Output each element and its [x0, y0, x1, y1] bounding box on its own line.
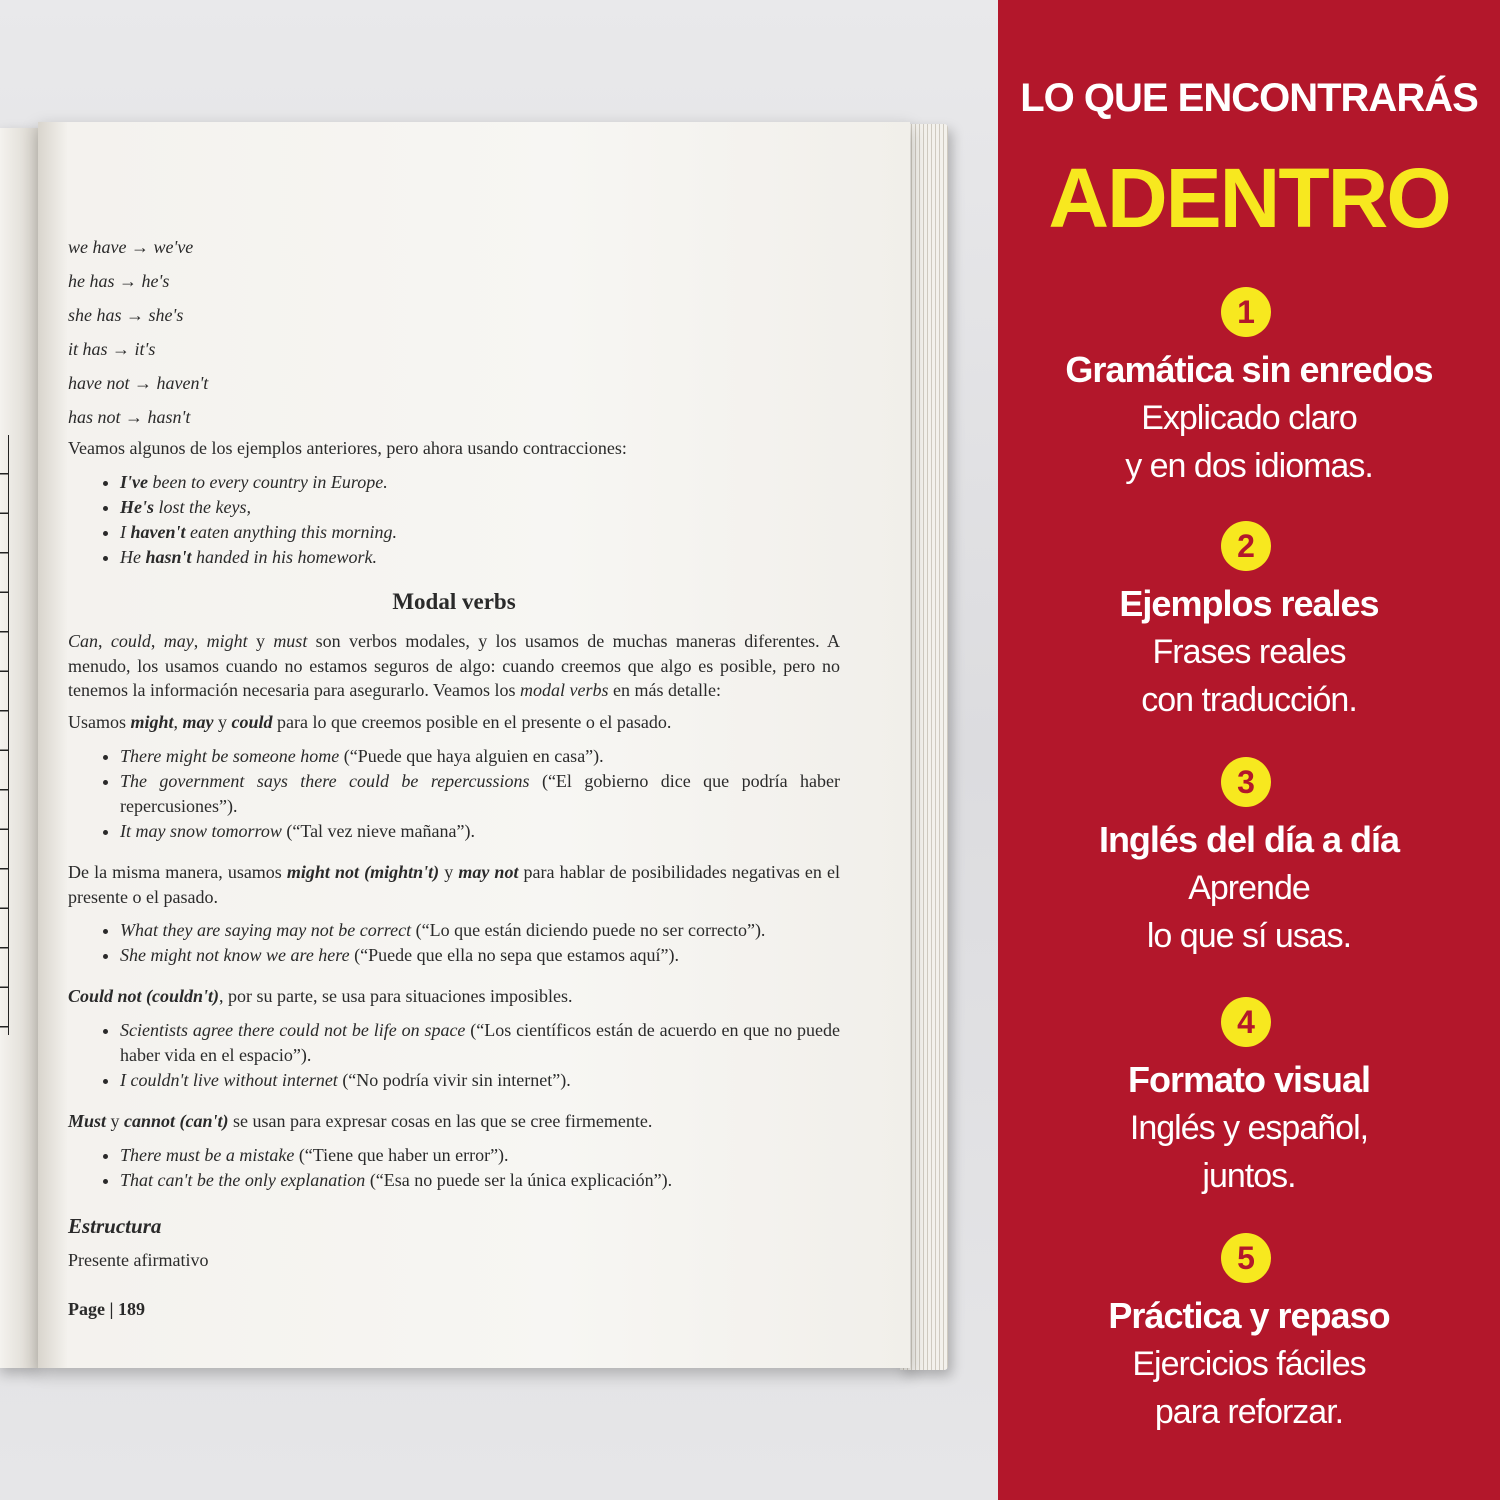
text-segment: son verbos modales, y los usamos de muchas maneras diferentes. A menudo, los usamos cuando no estamos seguros de algo: cuando creemos que algo es posible, pero no tenemos la información necesaria para asegurarlo. Veamos los	[68, 631, 841, 700]
panel-title: LO QUE ENCONTRARÁS	[1020, 76, 1478, 120]
text-segment: cannot (can't)	[124, 1111, 229, 1131]
features-panel	[998, 0, 1500, 1500]
text-segment: haven't	[130, 522, 186, 542]
text-segment: might	[130, 712, 174, 732]
text-segment: (“Puede que haya alguien en casa”).	[339, 746, 604, 766]
contraction-line: she has → she's	[68, 305, 184, 325]
text-segment: ,	[98, 631, 111, 651]
bullet-list	[68, 470, 840, 570]
text-segment: (“El gobierno dice que podría haber repercusiones”).	[120, 771, 840, 816]
text-segment: may	[182, 712, 214, 732]
text-segment: (“Tal vez nieve mañana”).	[281, 821, 475, 841]
text-segment: Could not (couldn't)	[68, 986, 220, 1006]
paragraph	[68, 710, 840, 735]
feature-line: lo que sí usas.	[1146, 917, 1352, 955]
text-segment: might not (mightn't)	[286, 862, 440, 882]
book-page	[38, 122, 910, 1368]
text-segment: I	[120, 522, 131, 542]
page-number	[68, 1297, 840, 1322]
page-label: Page	[68, 1299, 105, 1319]
text-segment: The government says there could be repercussions	[120, 771, 530, 791]
feature-line: Inglés y español,	[1129, 1109, 1369, 1147]
number-badge: 3	[1221, 757, 1271, 807]
contraction-line: have not → haven't	[68, 373, 209, 393]
text-segment: (“Tiene que haber un error”).	[294, 1145, 509, 1165]
feature-line: para reforzar.	[1154, 1393, 1344, 1431]
text-segment: (“Puede que ella no sepa que estamos aquí”).	[349, 945, 680, 965]
list-item	[120, 918, 840, 943]
left-page-edge	[0, 128, 40, 1368]
text-segment: y	[106, 1111, 125, 1131]
table-fragment	[0, 435, 9, 1035]
text-segment: It may snow tomorrow	[120, 821, 282, 841]
text-segment: There might be someone home	[120, 746, 340, 766]
text-segment: could	[231, 712, 273, 732]
text-segment: y	[247, 631, 274, 651]
paragraph	[68, 860, 840, 909]
page-number-value: | 189	[109, 1299, 145, 1319]
text-segment: Can	[68, 631, 99, 651]
list-item	[120, 1068, 840, 1093]
text-segment: De la misma manera, usamos	[68, 862, 287, 882]
contraction-line: he has → he's	[68, 271, 170, 291]
text-segment: I've	[120, 472, 148, 492]
feature-line: Explicado claro	[1141, 399, 1357, 437]
list-item	[120, 819, 840, 844]
text-segment: (“Lo que están diciendo puede no ser correcto”).	[411, 920, 766, 940]
list-item	[120, 744, 840, 769]
text-segment: y	[439, 862, 459, 882]
text-segment: eaten anything this morning.	[185, 522, 397, 542]
section-heading: Modal verbs	[392, 589, 516, 614]
feature-title: Ejemplos reales	[1119, 583, 1379, 624]
text-segment: I couldn't live without internet	[120, 1070, 338, 1090]
paragraph	[68, 629, 840, 703]
number-badge: 5	[1221, 1233, 1271, 1283]
list-item	[120, 1143, 840, 1168]
text-segment: There must be a mistake	[120, 1145, 295, 1165]
contraction-line: has not → hasn't	[68, 407, 191, 427]
feature-title: Práctica y repaso	[1108, 1295, 1390, 1336]
text-segment: , por su parte, se usa para situaciones imposibles.	[219, 986, 573, 1006]
list-item	[120, 520, 840, 545]
text-segment: se usan para expresar cosas en las que se cree firmemente.	[228, 1111, 653, 1131]
feature-line: y en dos idiomas.	[1125, 447, 1373, 485]
text-segment: That can't be the only explanation	[120, 1170, 366, 1190]
number-badge: 2	[1221, 521, 1271, 571]
bullet-list	[68, 744, 840, 844]
list-item	[120, 769, 840, 819]
bullet-list	[68, 1018, 840, 1093]
feature-line: Frases reales	[1152, 633, 1346, 671]
text-segment: (“Esa no puede ser la única explicación”).	[365, 1170, 673, 1190]
feature-line: Aprende	[1188, 869, 1310, 907]
contraction-line: we have → we've	[68, 237, 194, 257]
contraction-line: it has → it's	[68, 339, 156, 359]
paragraph	[68, 984, 840, 1009]
panel-highlight: ADENTRO	[1048, 151, 1450, 245]
list-item	[120, 495, 840, 520]
text-segment: lost the keys,	[154, 497, 251, 517]
list-item	[120, 1018, 840, 1068]
text-segment: ,	[150, 631, 164, 651]
text-segment: Scientists agree there could not be life on space	[120, 1020, 466, 1040]
text-segment: y	[213, 712, 232, 732]
text-segment: must	[273, 631, 308, 651]
text-segment: What they are saying may not be correct	[120, 920, 412, 940]
text-segment: Usamos	[68, 712, 131, 732]
text-segment: para hablar de posibilidades negativas en el presente o el pasado.	[68, 862, 840, 907]
text-segment: He	[120, 547, 146, 567]
text-segment: She might not know we are here	[120, 945, 350, 965]
text-segment: Must	[68, 1111, 107, 1131]
text-segment: ,	[193, 631, 207, 651]
list-item	[120, 1168, 840, 1193]
number-badge: 1	[1221, 287, 1271, 337]
feature-line: Ejercicios fáciles	[1132, 1345, 1366, 1383]
feature-line: juntos.	[1202, 1157, 1296, 1195]
text-segment: hasn't	[145, 547, 192, 567]
text-segment: been to every country in Europe.	[147, 472, 388, 492]
text-segment: handed in his homework.	[191, 547, 378, 567]
text-segment: ,	[173, 712, 183, 732]
text-segment: may	[163, 631, 194, 651]
bullet-list	[68, 918, 840, 968]
feature-title: Inglés del día a día	[1098, 819, 1400, 860]
list-item	[120, 545, 840, 570]
feature-line: con traducción.	[1141, 681, 1357, 719]
text-segment: modal verbs	[520, 680, 609, 700]
text-segment: (“Los científicos están de acuerdo en que no puede haber vida en el espacio”).	[120, 1020, 840, 1065]
subheading-text: Presente afirmativo	[68, 1250, 209, 1270]
text-segment: may not	[458, 862, 519, 882]
subheading: Estructura	[68, 1214, 162, 1238]
list-item	[120, 943, 840, 968]
bullet-list	[68, 1143, 840, 1193]
feature-title: Formato visual	[1127, 1059, 1371, 1100]
paragraph	[68, 1109, 840, 1134]
text-segment: en más detalle:	[608, 680, 721, 700]
intro-paragraph: Veamos algunos de los ejemplos anteriores, pero ahora usando contracciones:	[68, 438, 627, 458]
number-badge: 4	[1221, 997, 1271, 1047]
text-segment: He's	[120, 497, 154, 517]
contractions-list	[68, 230, 840, 434]
list-item	[120, 470, 840, 495]
feature-title: Gramática sin enredos	[1065, 349, 1433, 390]
text-segment: might	[206, 631, 248, 651]
text-segment: could	[110, 631, 151, 651]
text-segment: (“No podría vivir sin internet”).	[337, 1070, 571, 1090]
text-segment: para lo que creemos posible en el presente o el pasado.	[272, 712, 672, 732]
